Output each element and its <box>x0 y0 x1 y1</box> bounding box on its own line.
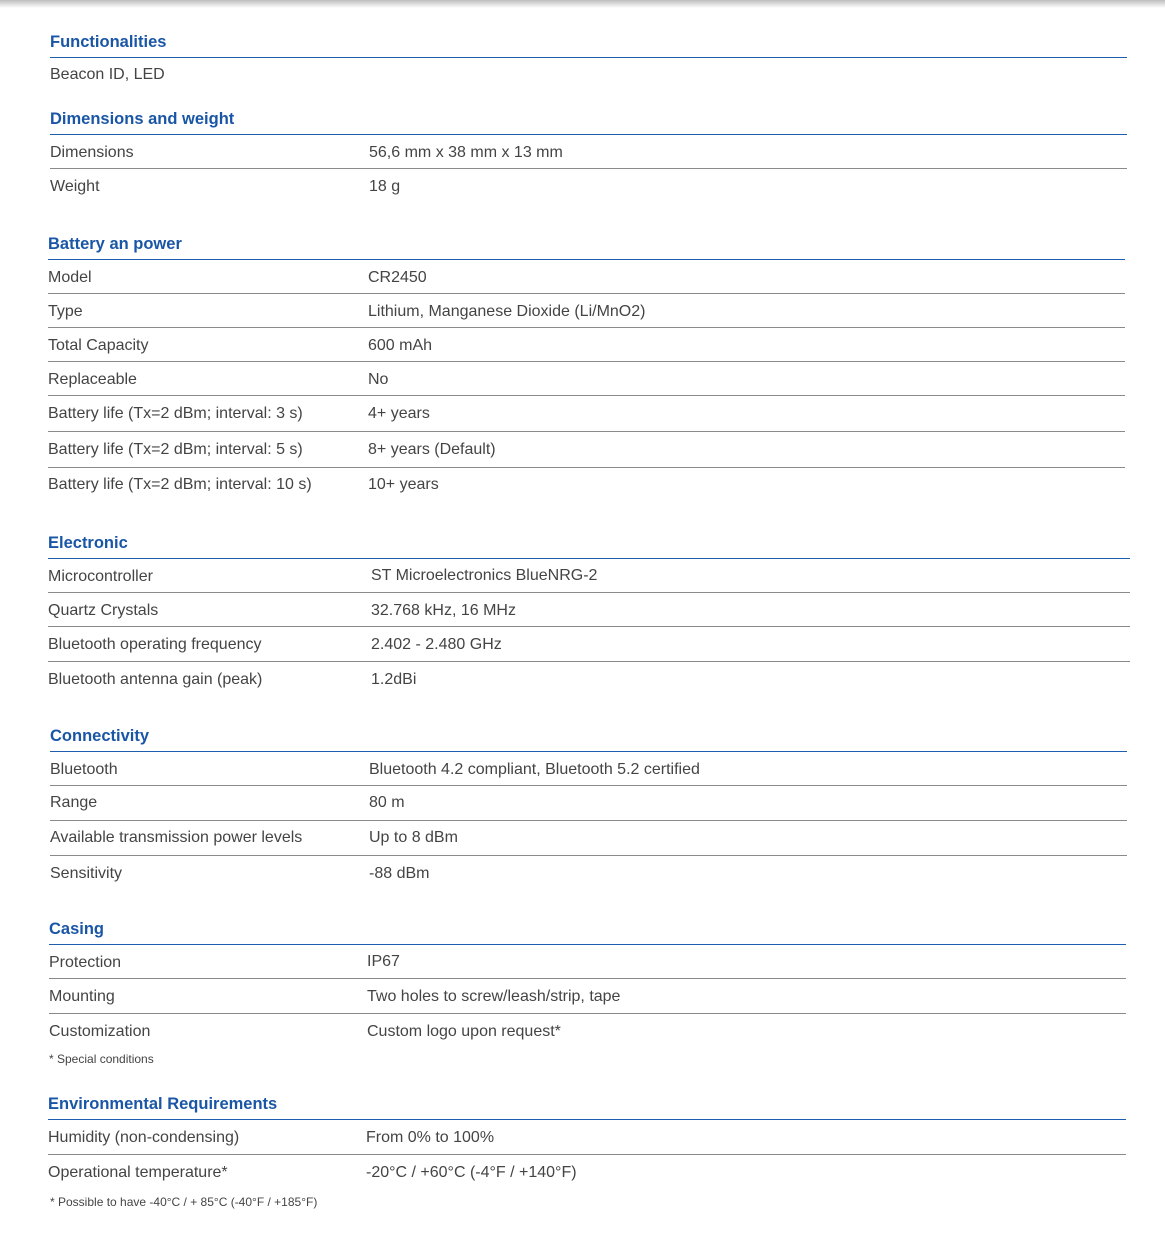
section-title: Environmental Requirements <box>48 1094 1126 1120</box>
spec-value: 2.402 - 2.480 GHz <box>371 636 502 653</box>
spec-value: Lithium, Manganese Dioxide (Li/MnO2) <box>368 303 646 320</box>
top-shadow <box>0 0 1165 8</box>
spec-row <box>50 856 1127 890</box>
spec-label: Battery life (Tx=2 dBm; interval: 3 s) <box>48 405 303 422</box>
section-battery <box>48 234 1125 502</box>
spec-value: From 0% to 100% <box>366 1129 495 1146</box>
spec-label: Model <box>48 269 92 286</box>
spec-value: 1.2dBi <box>371 671 417 688</box>
spec-value: IP67 <box>367 953 400 970</box>
spec-row <box>48 1155 1126 1189</box>
spec-label: Weight <box>50 178 100 195</box>
spec-row <box>50 821 1127 856</box>
spec-label: Replaceable <box>48 371 137 388</box>
spec-row <box>50 169 1127 203</box>
spec-label: Battery life (Tx=2 dBm; interval: 5 s) <box>48 441 303 458</box>
spec-label: Range <box>50 794 98 811</box>
section-title: Dimensions and weight <box>50 109 1127 135</box>
spec-row <box>48 593 1130 627</box>
casing-footnote: * Special conditions <box>49 1052 154 1066</box>
spec-value: 8+ years (Default) <box>368 441 496 458</box>
spec-label: Type <box>48 303 83 320</box>
spec-label: Available transmission power levels <box>50 829 303 846</box>
section-title: Electronic <box>48 533 1130 559</box>
section-casing <box>49 919 1126 1048</box>
spec-row <box>49 945 1126 979</box>
spec-label: Bluetooth <box>50 761 118 778</box>
spec-value: -88 dBm <box>369 865 430 882</box>
spec-value: Bluetooth 4.2 compliant, Bluetooth 5.2 certified <box>369 761 700 778</box>
environment-footnote: * Possible to have -40°C / + 85°C (-40°F / +185°F) <box>50 1195 318 1209</box>
spec-label: Humidity (non-condensing) <box>48 1129 240 1146</box>
section-environment <box>48 1094 1126 1189</box>
section-title: Functionalities <box>50 32 1127 58</box>
spec-value: 56,6 mm x 38 mm x 13 mm <box>369 144 563 161</box>
spec-value: 4+ years <box>368 405 430 422</box>
spec-label: Bluetooth operating frequency <box>48 636 262 653</box>
spec-label: Microcontroller <box>48 568 153 585</box>
spec-label: Mounting <box>49 988 115 1005</box>
section-connectivity <box>50 726 1127 890</box>
spec-row <box>48 1120 1126 1155</box>
spec-label: Sensitivity <box>50 865 123 882</box>
section-title: Connectivity <box>50 726 1127 752</box>
spec-value: Two holes to screw/leash/strip, tape <box>367 988 621 1005</box>
spec-label: Operational temperature* <box>48 1164 228 1181</box>
spec-label: Dimensions <box>50 144 134 161</box>
section-electronic <box>48 533 1130 696</box>
spec-row <box>48 432 1125 468</box>
spec-row <box>50 752 1127 786</box>
spec-value: Custom logo upon request* <box>367 1023 561 1040</box>
spec-row <box>48 260 1125 294</box>
spec-row <box>48 662 1130 696</box>
spec-value: No <box>368 371 389 388</box>
section-functionalities <box>50 32 1127 88</box>
spec-row <box>48 468 1125 502</box>
spec-value: -20°C / +60°C (-4°F / +140°F) <box>366 1164 577 1181</box>
spec-row <box>50 135 1127 169</box>
spec-value: CR2450 <box>368 269 427 286</box>
spec-value: Up to 8 dBm <box>369 829 458 846</box>
spec-label: Protection <box>49 954 122 971</box>
spec-text: Beacon ID, LED <box>50 66 165 83</box>
spec-row <box>48 362 1125 396</box>
section-dimensions <box>50 109 1127 203</box>
spec-row <box>48 294 1125 328</box>
spec-row <box>49 979 1126 1014</box>
spec-label: Customization <box>49 1023 151 1040</box>
spec-row <box>48 396 1125 432</box>
spec-value: 600 mAh <box>368 337 433 354</box>
section-title: Casing <box>49 919 1126 945</box>
spec-value: ST Microelectronics BlueNRG-2 <box>371 567 598 584</box>
spec-value: 10+ years <box>368 476 439 493</box>
spec-label: Total Capacity <box>48 337 149 354</box>
spec-label: Quartz Crystals <box>48 602 159 619</box>
spec-label: Bluetooth antenna gain (peak) <box>48 671 263 688</box>
spec-row <box>48 627 1130 662</box>
spec-value: 18 g <box>369 178 401 195</box>
spec-row <box>48 328 1125 362</box>
spec-value: 32.768 kHz, 16 MHz <box>371 602 516 619</box>
spec-value: 80 m <box>369 794 405 811</box>
spec-row <box>50 786 1127 821</box>
spec-row <box>50 58 1127 88</box>
spec-row <box>49 1014 1126 1048</box>
spec-row <box>48 559 1130 593</box>
spec-label: Battery life (Tx=2 dBm; interval: 10 s) <box>48 476 312 493</box>
section-title: Battery an power <box>48 234 1125 260</box>
